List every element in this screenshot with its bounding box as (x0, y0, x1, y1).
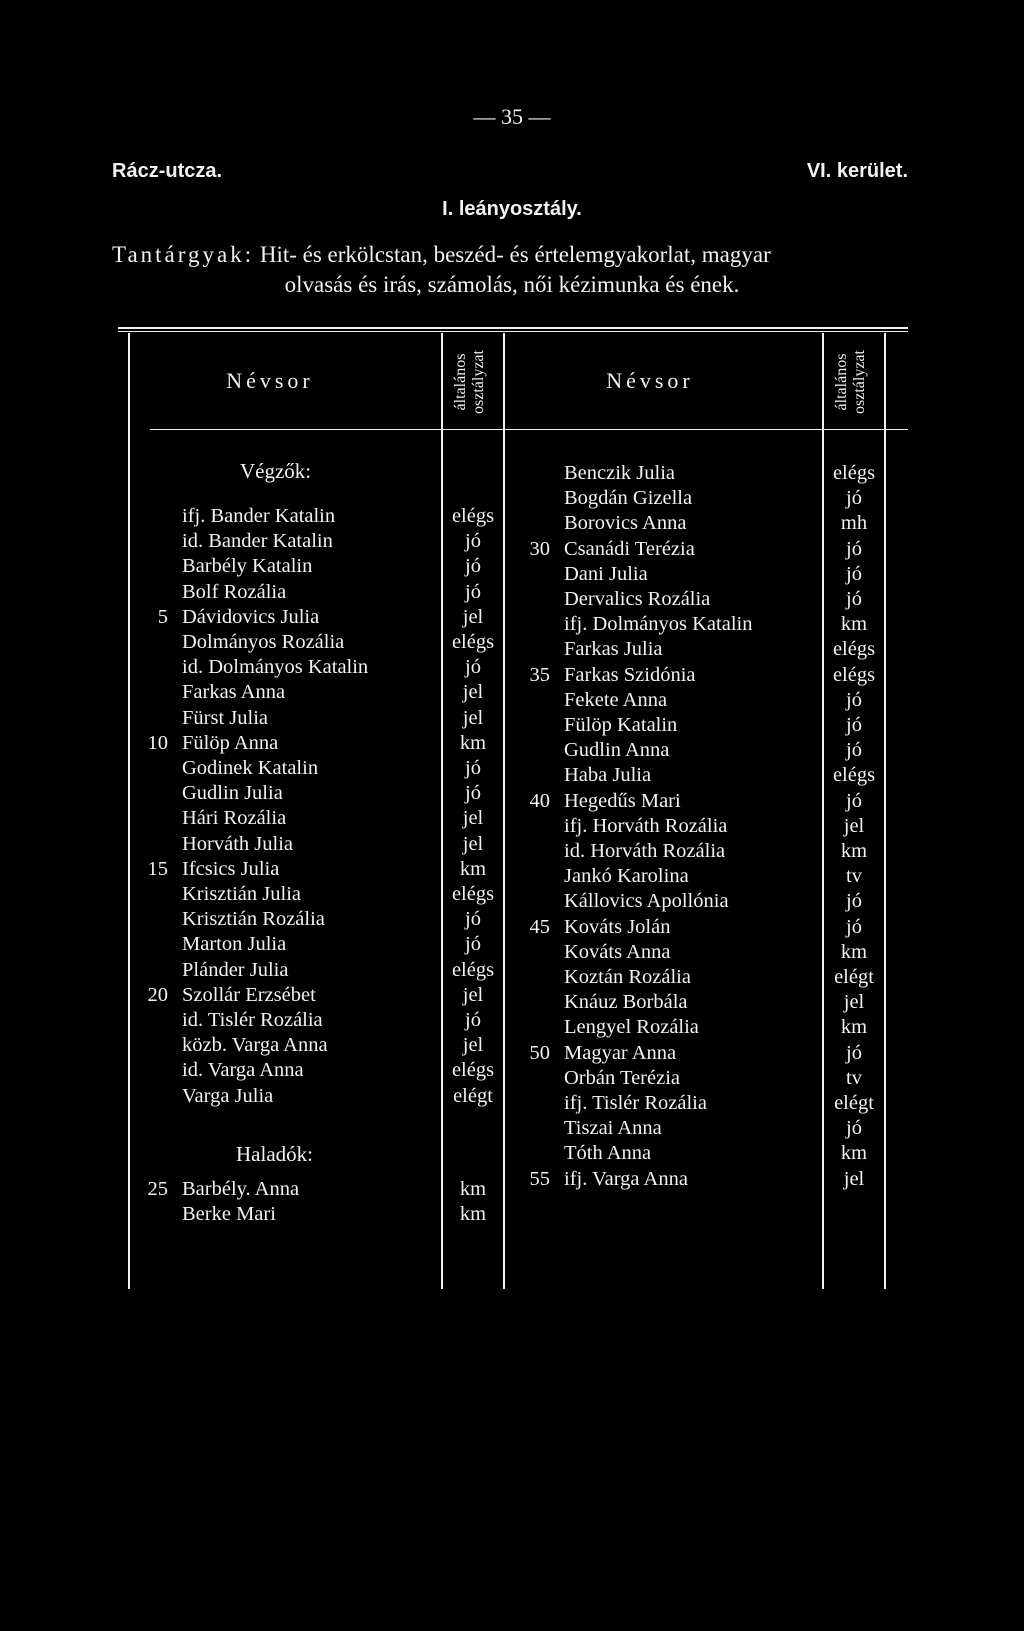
student-name: id. Varga Anna (182, 1059, 304, 1082)
subjects-label: Tantárgyak: (112, 242, 255, 267)
table-row (0, 461, 1024, 486)
student-grade: jel (462, 983, 484, 1006)
table-row (0, 612, 1024, 637)
student-name: ifj. Horváth Rozália (564, 814, 728, 837)
student-name: Borovics Anna (564, 512, 687, 535)
student-name: id. Horváth Rozália (564, 840, 726, 862)
table-row (0, 1167, 1024, 1192)
student-grade: jel (843, 1167, 865, 1190)
student-name: Plánder Julia (182, 958, 289, 981)
student-name: Haba Julia (564, 764, 652, 787)
row-number: 10 (147, 731, 168, 754)
table-row (0, 1091, 1024, 1116)
grade-header-line1: általános (833, 353, 850, 411)
student-name: Csanádi Terézia (564, 537, 695, 560)
student-grade: elégt (834, 1092, 874, 1114)
table-row (0, 587, 1024, 612)
section-advancing: Haladók: (236, 1142, 313, 1166)
student-name: Bolf Rozália (182, 580, 287, 603)
grade-header-line1: általános (452, 353, 469, 411)
student-name: közb. Varga Anna (182, 1034, 328, 1057)
student-name: Fülöp Anna (182, 731, 279, 754)
student-grade: elégs (451, 1059, 495, 1082)
student-grade: jel (843, 991, 865, 1014)
student-name: Benczik Julia (564, 462, 676, 484)
table-row (0, 1141, 1024, 1166)
student-grade: elégs (451, 631, 495, 653)
table-row (0, 713, 1024, 738)
subjects-line-2: olvasás és irás, számolás, női kézimunka és ének. (284, 272, 740, 297)
student-name: ifj. Varga Anna (564, 1167, 688, 1190)
row-number: 25 (147, 1178, 168, 1200)
student-grade: km (459, 731, 487, 754)
student-grade: jel (462, 681, 484, 704)
table-row (0, 562, 1024, 587)
student-name: Orbán Terézia (564, 1066, 680, 1089)
row-number: 15 (147, 857, 168, 880)
student-name: id. Tislér Rozália (182, 1009, 323, 1031)
student-grade: km (840, 940, 868, 963)
student-grade: jel (462, 1034, 484, 1057)
student-grade: jó (465, 908, 481, 931)
table-top-rule (118, 327, 908, 329)
row-number: 30 (529, 537, 550, 560)
student-name: Lengyel Rozália (564, 1016, 699, 1039)
student-name: Fekete Anna (564, 688, 668, 711)
student-grade: tv (846, 1066, 862, 1089)
table-header-rule (150, 429, 908, 430)
student-grade: jó (465, 1009, 481, 1031)
page-number: — 35 — (473, 104, 551, 129)
table-row (0, 965, 1024, 990)
right-grade-header (833, 332, 873, 432)
student-name: Dervalics Rozália (564, 588, 711, 610)
right-name-header: Névsor (606, 368, 694, 393)
student-name: Kováts Anna (564, 940, 671, 963)
student-grade: jó (465, 580, 481, 603)
student-grade: elégs (832, 462, 876, 484)
student-grade: jó (846, 739, 862, 762)
student-name: Knáuz Borbála (564, 991, 688, 1014)
student-grade: jó (846, 714, 862, 736)
table-row (0, 688, 1024, 713)
student-name: Fürst Julia (182, 706, 268, 729)
student-name: Tiszai Anna (564, 1117, 662, 1140)
student-name: id. Dolmányos Katalin (182, 656, 369, 679)
class-title: I. leányosztály. (442, 198, 582, 220)
table-row (0, 738, 1024, 763)
student-name: Marton Julia (182, 933, 287, 956)
student-grade: jel (462, 832, 484, 855)
student-grade: jó (846, 915, 862, 938)
student-grade: jel (462, 706, 484, 729)
student-grade: jó (846, 487, 862, 510)
student-name: ifj. Dolmányos Katalin (564, 613, 753, 636)
table-row (0, 990, 1024, 1015)
student-name: Krisztián Rozália (182, 908, 325, 931)
student-name: Gudlin Julia (182, 782, 283, 805)
student-grade: km (840, 1142, 868, 1165)
student-grade: elégt (453, 1084, 493, 1107)
student-name: Fülöp Katalin (564, 714, 678, 736)
student-grade: elégs (451, 883, 495, 905)
student-grade: elégs (451, 505, 495, 527)
student-name: ifj. Bander Katalin (182, 505, 336, 527)
student-grade: tv (846, 865, 862, 888)
table-row (0, 889, 1024, 914)
student-grade: mh (840, 512, 868, 535)
student-name: Dávidovics Julia (182, 605, 320, 628)
student-grade: jó (846, 1041, 862, 1064)
student-grade: jel (462, 605, 484, 628)
student-name: Dani Julia (564, 562, 648, 585)
student-name: Berke Mari (182, 1203, 276, 1226)
table-row (0, 864, 1024, 889)
student-name: Magyar Anna (564, 1041, 677, 1064)
student-grade: jó (846, 688, 862, 711)
table-row (0, 789, 1024, 814)
table-row (0, 940, 1024, 965)
table-row (0, 1015, 1024, 1040)
table-row (0, 1066, 1024, 1091)
table-row (0, 915, 1024, 940)
student-name: Horváth Julia (182, 832, 294, 855)
grade-header-line2: osztályzat (470, 350, 487, 414)
table-row (0, 763, 1024, 788)
table-row (0, 537, 1024, 562)
student-grade: km (840, 840, 868, 862)
table-row (0, 814, 1024, 839)
student-grade: jó (846, 562, 862, 585)
table-row (0, 1202, 1024, 1227)
student-grade: jel (843, 814, 865, 837)
row-number: 40 (529, 789, 550, 812)
student-grade: elégt (834, 966, 874, 988)
student-grade: km (459, 1203, 487, 1226)
student-name: Kállovics Apollónia (564, 890, 729, 913)
student-grade: jó (846, 789, 862, 812)
row-number: 50 (529, 1041, 550, 1064)
student-name: Barbély. Anna (182, 1178, 300, 1200)
student-grade: jó (465, 555, 481, 578)
student-grade: elégs (832, 663, 876, 686)
student-name: id. Bander Katalin (182, 530, 333, 553)
student-name: Jankó Karolina (564, 865, 689, 888)
student-grade: jó (465, 530, 481, 553)
student-grade: km (840, 1016, 868, 1039)
row-number: 55 (529, 1167, 550, 1190)
row-number: 45 (529, 915, 550, 938)
student-grade: km (459, 1178, 487, 1200)
student-grade: jó (465, 782, 481, 805)
student-name: Barbély Katalin (182, 555, 313, 578)
student-grade: elégs (832, 764, 876, 787)
student-grade: jel (462, 807, 484, 830)
student-name: Farkas Szidónia (564, 663, 696, 686)
student-grade: jó (465, 933, 481, 956)
table-row (0, 637, 1024, 662)
student-grade: elégs (451, 958, 495, 981)
subjects-line-1 (112, 242, 771, 268)
table-row (0, 486, 1024, 511)
student-name: Gudlin Anna (564, 739, 670, 762)
row-number: 5 (157, 605, 168, 628)
student-name: Hegedűs Mari (564, 789, 681, 812)
student-name: Koztán Rozália (564, 966, 691, 988)
student-name: Godinek Katalin (182, 757, 319, 779)
student-name: Dolmányos Rozália (182, 631, 345, 653)
student-name: Bogdán Gizella (564, 487, 693, 510)
subjects-text-1: Hit- és erkölcstan, beszéd- és értelemgyakorlat, magyar (259, 242, 771, 267)
left-grade-header (452, 332, 492, 432)
table-row (0, 1116, 1024, 1141)
grade-header-line2: osztályzat (851, 350, 868, 414)
table-row (0, 663, 1024, 688)
student-name: Farkas Anna (182, 681, 286, 704)
student-grade: elégs (832, 638, 876, 661)
left-name-header: Névsor (226, 368, 314, 393)
student-name: Szollár Erzsébet (182, 983, 316, 1006)
street-name: Rácz-utcza. (112, 160, 223, 182)
student-grade: jó (846, 588, 862, 610)
student-grade: jó (846, 890, 862, 913)
student-grade: jó (846, 1117, 862, 1140)
row-number: 20 (147, 983, 168, 1006)
table-top-rule-thin (118, 331, 908, 332)
student-name: Kováts Jolán (564, 915, 671, 938)
student-name: Krisztián Julia (182, 883, 301, 905)
student-grade: jó (465, 656, 481, 679)
student-grade: jó (846, 537, 862, 560)
table-row (0, 1041, 1024, 1066)
student-grade: km (459, 857, 487, 880)
table-row (0, 839, 1024, 864)
student-name: ifj. Tislér Rozália (564, 1092, 707, 1114)
student-name: Hári Rozália (182, 807, 287, 830)
student-grade: jó (465, 757, 481, 779)
section-graduating: Végzők: (240, 459, 312, 483)
row-number: 35 (529, 663, 550, 686)
district-name: VI. kerület. (806, 160, 908, 182)
student-name: Varga Julia (182, 1084, 274, 1107)
student-name: Farkas Julia (564, 638, 663, 661)
student-grade: km (840, 613, 868, 636)
table-row (0, 511, 1024, 536)
student-name: Ifcsics Julia (182, 857, 280, 880)
student-name: Tóth Anna (564, 1142, 652, 1165)
